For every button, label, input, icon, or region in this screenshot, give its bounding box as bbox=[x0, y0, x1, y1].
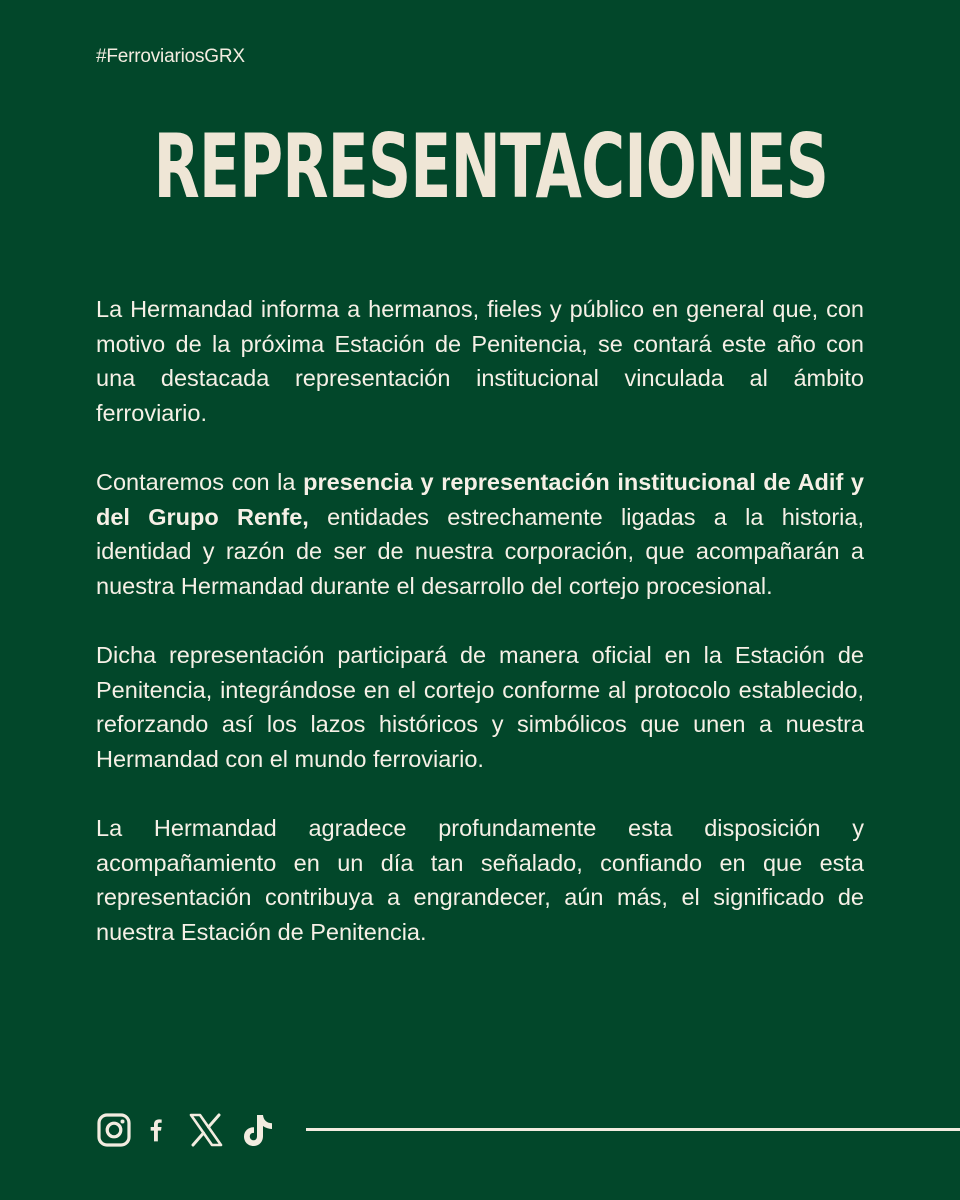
facebook-icon[interactable] bbox=[148, 1112, 172, 1148]
paragraph-3: Dicha representación participará de manera oficial en la Estación de Penitencia, integrándose en el cortejo conforme al protocolo establecido, reforzando así los lazos históricos y simbólicos que unen a nuestra Hermandad con el mundo ferroviario. bbox=[96, 642, 864, 772]
paragraph-2 bbox=[96, 465, 864, 603]
instagram-icon[interactable] bbox=[96, 1112, 132, 1148]
paragraph-1: La Hermandad informa a hermanos, fieles y público en general que, con motivo de la próxima Estación de Penitencia, se contará este año con una destacada representación institucional vinculada al ámbito ferroviario. bbox=[96, 296, 864, 426]
x-icon[interactable] bbox=[188, 1112, 224, 1148]
paragraph-2-rest: entidades estrechamente ligadas a la historia, identidad y razón de ser de nuestra corporación, que acompañarán a nuestra Hermandad durante el desarrollo del cortejo procesional. bbox=[96, 503, 864, 599]
tiktok-icon[interactable] bbox=[240, 1112, 276, 1148]
social-icons bbox=[96, 1110, 276, 1150]
page-title: REPRESENTACIONES bbox=[153, 115, 829, 218]
announcement-body bbox=[96, 292, 864, 984]
hashtag: #FerroviariosGRX bbox=[96, 46, 245, 67]
paragraph-2-bold: presencia y representación institucional de Adif y del Grupo Renfe, bbox=[96, 469, 864, 530]
paragraph-4: La Hermandad agradece profundamente esta disposición y acompañamiento en un día tan señalado, confiando en que esta representación contribuya a engrandecer, aún más, el significado de nuestra Estación de Penitencia. bbox=[96, 815, 864, 945]
divider-line bbox=[306, 1128, 960, 1131]
paragraph-2-lead: Contaremos con la bbox=[96, 469, 304, 495]
